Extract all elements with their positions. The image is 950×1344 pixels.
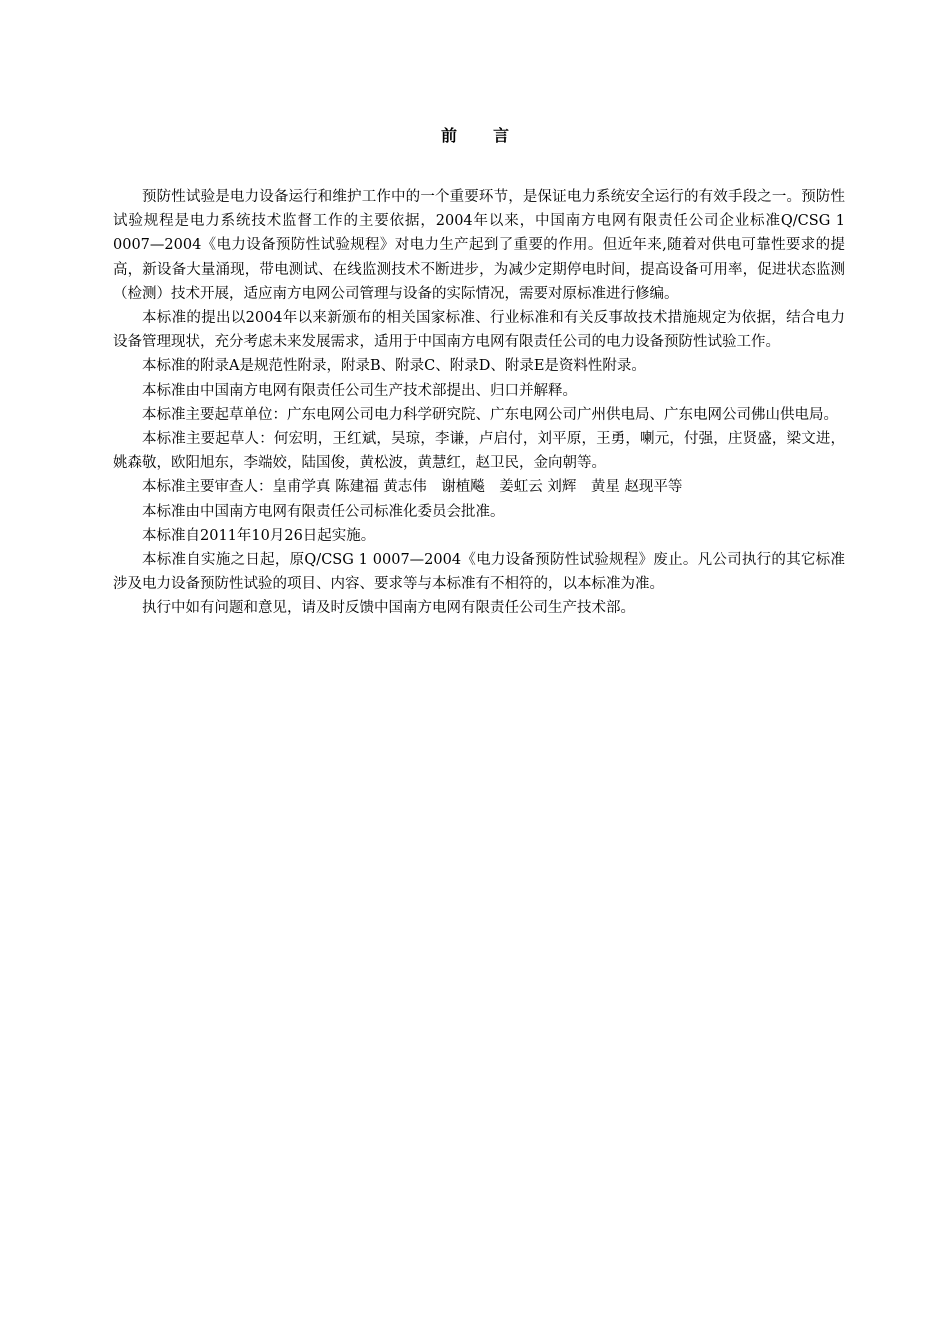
paragraph-reviewers: 本标准主要审查人：皇甫学真 陈建福 黄志伟 谢植飚 姜虹云 刘辉 黄星 赵现平等 [142, 479, 683, 496]
paragraph-approval: 本标准由中国南方电网有限责任公司标准化委员会批准。 [142, 503, 505, 520]
paragraph-intro: 预防性试验是电力设备运行和维护工作中的一个重要环节，是保证电力系统安全运行的有效手段之一。预防性试验规程是电力系统技术监督工作的主要依据，2004年以来，中国南方电网有限责任公司企业标准Q/CSG 1 0007—2004《电力设备预防性试验规程》对电力生产起到了重要的作用。但近年来,随着对供电可靠性要求的提高，新设备大量涌现，带电测试、在线监测技术不断进步，为减少定期停电时间，提高设备可用率，促进状态监测（检测）技术开展，适应南方电网公司管理与设备的实际情况，需要对原标准进行修编。 [113, 189, 845, 302]
paragraph-supersede: 本标准自实施之日起，原Q/CSG 1 0007—2004《电力设备预防性试验规程》废止。凡公司执行的其它标准涉及电力设备预防性试验的项目、内容、要求等与本标准有不相符的，以本标准为准。 [113, 552, 845, 593]
paragraph-effective-date: 本标准自2011年10月26日起实施。 [142, 527, 376, 544]
page-title: 前言 [440, 126, 545, 145]
paragraph-basis: 本标准的提出以2004年以来新颁布的相关国家标准、行业标准和有关反事故技术措施规定为依据，结合电力设备管理现状，充分考虑未来发展需求，适用于中国南方电网有限责任公司的电力设备预防性试验工作。 [113, 310, 845, 351]
document-body [113, 185, 845, 621]
paragraph-drafters: 本标准主要起草人：何宏明，王红斌，吴琼，李谦，卢启付，刘平原，王勇，喇元，付强，庄贤盛，梁文进，姚森敬，欧阳旭东，李端姣，陆国俊，黄松波，黄慧红，赵卫民，金向朝等。 [113, 431, 845, 472]
paragraph-drafting-units: 本标准主要起草单位：广东电网公司电力科学研究院、广东电网公司广州供电局、广东电网公司佛山供电局。 [142, 406, 838, 423]
paragraph-appendix: 本标准的附录A是规范性附录，附录B、附录C、附录D、附录E是资料性附录。 [142, 358, 646, 375]
paragraph-proposer: 本标准由中国南方电网有限责任公司生产技术部提出、归口并解释。 [142, 382, 577, 399]
paragraph-feedback: 执行中如有问题和意见，请及时反馈中国南方电网有限责任公司生产技术部。 [142, 600, 635, 617]
